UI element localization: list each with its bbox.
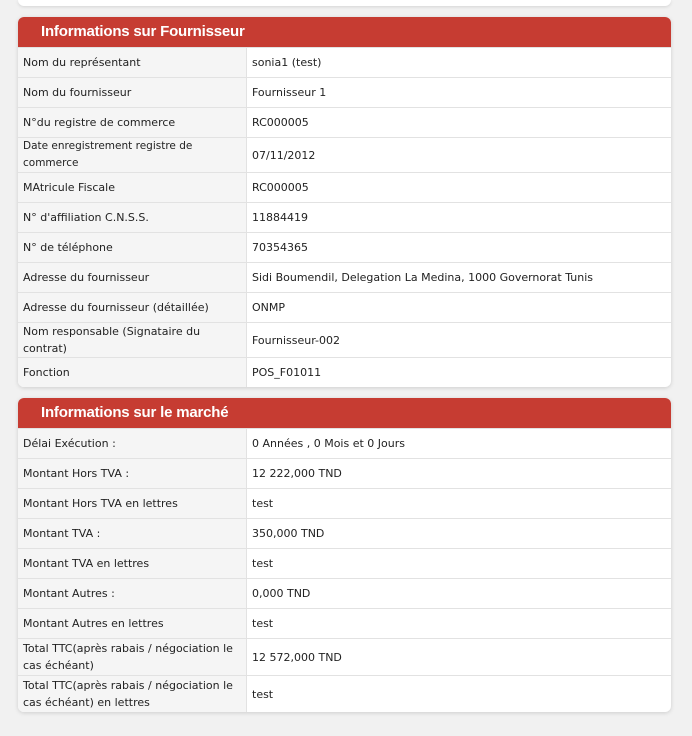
row-value: 12 572,000 TND <box>247 639 672 676</box>
row-value: test <box>247 676 672 713</box>
row-label: Total TTC(après rabais / négociation le cas échéant) <box>18 639 247 676</box>
row-value: Fournisseur 1 <box>247 78 672 108</box>
row-label: Total TTC(après rabais / négociation le cas échéant) en lettres <box>18 676 247 713</box>
row-label: Montant Hors TVA : <box>18 459 247 489</box>
row-value: ONMP <box>247 293 672 323</box>
table-row <box>18 358 671 388</box>
table-row <box>18 429 671 459</box>
supplier-info-table <box>18 47 671 387</box>
row-label: Montant Hors TVA en lettres <box>18 489 247 519</box>
table-row <box>18 233 671 263</box>
previous-panel-edge <box>18 0 671 6</box>
supplier-info-panel <box>18 17 671 387</box>
row-label: Montant Autres : <box>18 579 247 609</box>
row-value: 70354365 <box>247 233 672 263</box>
row-value: Fournisseur-002 <box>247 323 672 358</box>
row-label: Fonction <box>18 358 247 388</box>
row-label: Montant Autres en lettres <box>18 609 247 639</box>
row-value: 07/11/2012 <box>247 138 672 173</box>
row-value: RC000005 <box>247 173 672 203</box>
table-row <box>18 78 671 108</box>
table-row <box>18 108 671 138</box>
row-label: Nom du représentant <box>18 48 247 78</box>
row-value: 0 Années , 0 Mois et 0 Jours <box>247 429 672 459</box>
table-row <box>18 639 671 676</box>
market-info-table <box>18 428 671 712</box>
row-value: RC000005 <box>247 108 672 138</box>
row-value: sonia1 (test) <box>247 48 672 78</box>
table-row <box>18 293 671 323</box>
row-label: Nom du fournisseur <box>18 78 247 108</box>
row-value: 11884419 <box>247 203 672 233</box>
table-row <box>18 203 671 233</box>
table-row <box>18 459 671 489</box>
row-value: test <box>247 549 672 579</box>
row-value: POS_F01011 <box>247 358 672 388</box>
row-label: Date enregistrement registre de commerce <box>18 138 247 173</box>
supplier-info-title: Informations sur Fournisseur <box>18 17 671 47</box>
row-label: MAtricule Fiscale <box>18 173 247 203</box>
table-row <box>18 263 671 293</box>
table-row <box>18 48 671 78</box>
row-label: N°du registre de commerce <box>18 108 247 138</box>
row-value: test <box>247 489 672 519</box>
table-row <box>18 549 671 579</box>
table-row <box>18 609 671 639</box>
row-value: 0,000 TND <box>247 579 672 609</box>
row-label: Montant TVA en lettres <box>18 549 247 579</box>
table-row <box>18 323 671 358</box>
row-label: Délai Exécution : <box>18 429 247 459</box>
row-label: Nom responsable (Signataire du contrat) <box>18 323 247 358</box>
row-value: test <box>247 609 672 639</box>
row-label: Adresse du fournisseur (détaillée) <box>18 293 247 323</box>
row-label: Montant TVA : <box>18 519 247 549</box>
row-value: Sidi Boumendil, Delegation La Medina, 1000 Governorat Tunis <box>247 263 672 293</box>
row-value: 12 222,000 TND <box>247 459 672 489</box>
table-row <box>18 579 671 609</box>
table-row <box>18 489 671 519</box>
row-value: 350,000 TND <box>247 519 672 549</box>
row-label: Adresse du fournisseur <box>18 263 247 293</box>
table-row <box>18 676 671 713</box>
row-label: N° d'affiliation C.N.S.S. <box>18 203 247 233</box>
table-row <box>18 173 671 203</box>
market-info-panel <box>18 398 671 712</box>
table-row <box>18 138 671 173</box>
market-info-title: Informations sur le marché <box>18 398 671 428</box>
table-row <box>18 519 671 549</box>
row-label: N° de téléphone <box>18 233 247 263</box>
